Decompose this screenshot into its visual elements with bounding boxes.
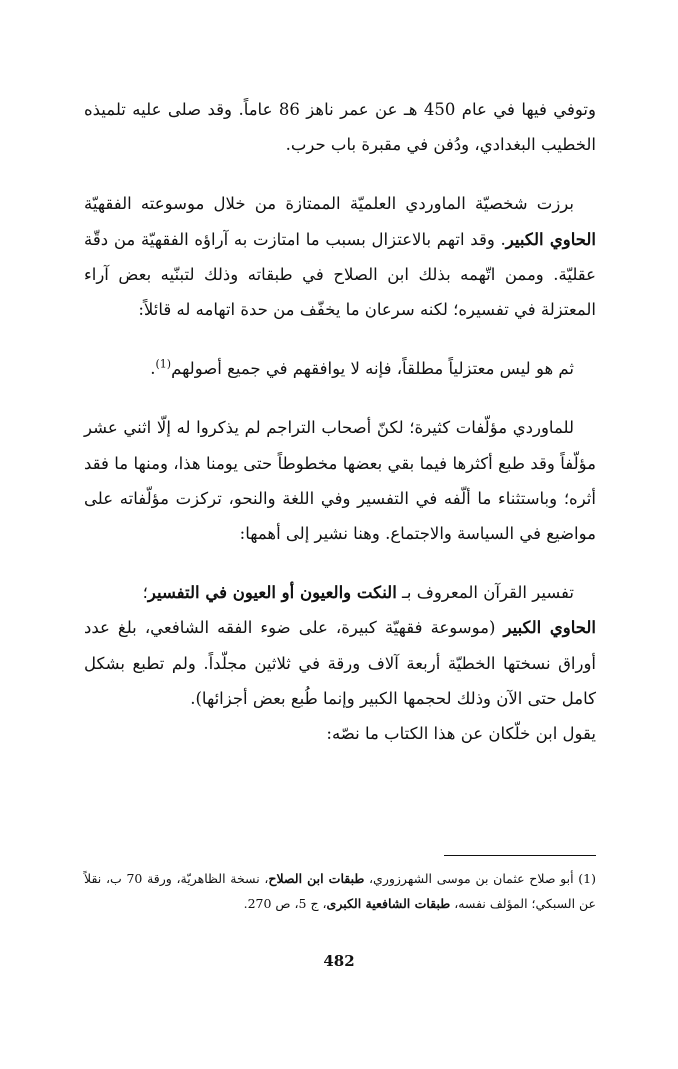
page-number: 482 xyxy=(323,952,355,970)
paragraph-hawi xyxy=(84,610,596,716)
text-run: ؛ xyxy=(142,583,148,603)
book-title-hawi: الحاوي الكبير xyxy=(503,618,597,638)
text-run: أبو صلاح عثمان بن موسى الشهرزوري، xyxy=(364,871,579,886)
footnote-divider xyxy=(444,855,596,856)
paragraph-tafsir xyxy=(84,575,596,610)
book-title-nukat: النكت والعيون أو العيون في التفسير xyxy=(147,583,397,603)
paragraph-works: للماوردي مؤلّفات كثيرة؛ لكنّ أصحاب التراجم لم يذكروا له إلّا اثني عشر مؤلّفاً وقد طبع أكثرها فيما بقي بعضها مخطوطاً حتى يومنا هذا، ومنها ما فقد أثره؛ وباستثناء ما ألّفه في التفسير وفي اللغة والنحو، تركزت مؤلّفاته على مواضيع في السياسة والاجتماع. وهنا نشير إلى أهمها: xyxy=(84,418,596,544)
text-run: برزت شخصيّة الماوردي العلميّة الممتازة من خلال موسوعته الفقهيّة xyxy=(84,194,574,214)
text-run: ، نسخة الظاهريّة، ورقة 70 ب، نقلاً عن السبكي؛ المؤلف نفسه، xyxy=(84,871,596,911)
text-run: (موسوعة فقهيّة كبيرة، على ضوء الفقه الشافعي، بلغ عدد أوراق نسختها الخطيّة أربعة آلاف ورقة في ثلاثين مجلّداً. ولم تطبع بشكل كامل حتى الآن وذلك لحجمها الكبير وإنما طُبع بعض أجزائها). xyxy=(84,618,596,708)
text-run: . وقد اتهم بالاعتزال بسبب ما امتازت به آراؤه الفقهيّة من دقّة عقليّة. وممن اتّهمه بذلك ابن الصلاح في طبقاته وذلك لتبنّيه بعض آراء المعتزلة في تفسيره؛ لكنه سرعان ما يخفّف من حدة اتهامه له قائلاً: xyxy=(84,229,596,320)
book-title: طبقات الشافعية الكبرى xyxy=(326,896,451,911)
text-run: تفسير القرآن المعروف بـ xyxy=(396,583,574,603)
paragraph-ibn-khallikan: يقول ابن خلّكان عن هذا الكتاب ما نصّه: xyxy=(326,724,596,744)
paragraph-death: وتوفي فيها في عام 450 هـ عن عمر ناهز 86 عاماً. وقد صلى عليه تلميذه الخطيب البغدادي، ودُفن في مقبرة باب حرب. xyxy=(84,100,596,155)
main-text xyxy=(84,92,596,751)
footnote-marker: (1) xyxy=(578,871,596,886)
quotation xyxy=(84,351,596,386)
text-run: . xyxy=(150,359,156,379)
footnote-reference: (1) xyxy=(155,357,172,371)
quotation-text: ثم هو ليس معتزلياً مطلقاً، فإنه لا يوافقهم في جميع أصولهم xyxy=(171,359,574,379)
book-title-hawi: الحاوي الكبير xyxy=(505,229,596,249)
text-run: ، ج 5، ص 270. xyxy=(243,896,327,911)
book-title: طبقات ابن الصلاح xyxy=(268,871,365,886)
footnote xyxy=(84,866,596,916)
paragraph-personality xyxy=(84,186,596,327)
